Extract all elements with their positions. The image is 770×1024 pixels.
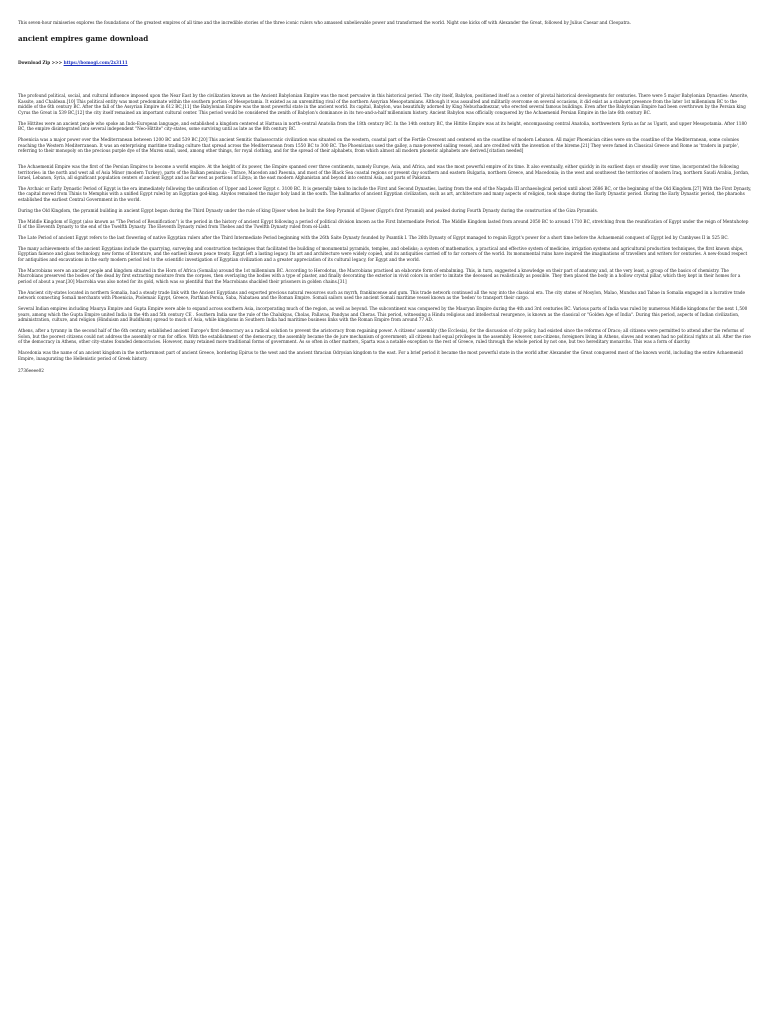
paragraph-macrobians: The Macrobians were an ancient people and kingdom situated in the Horn of Africa (Somalia) around the 1st millennium BC. According to Herodotus, the Macrobians practised an elaborate form of embalming. This, in turn, suggested a knowledge on their part of anatomy and, at the very least, a group of the basics of chemistry. The Macrobians preserved the bodies of the dead by first extracting moisture from the corpses, then overlaying the bodies with a type of plaster, and finally decorating the exterior in vivid colors in order to imitate the deceased as realistically as possible. They then placed the body in a hollow crystal pillar, which they kept in their homes for a period of about a year.[30] Macrobia was also noted for its gold, which was so plentiful that the Macrobians shackled their prisoners in golden chains.[31] xyxy=(18,267,741,284)
download-link[interactable]: https://bomogi.com/2x3111 xyxy=(63,59,128,65)
paragraph-somali-city-states: The Ancient city-states located in northern Somalia, had a steady trade link with the Ancient Egyptians and exported precious natural resources such as myrrh, frankincense and gum. This trade network continued all the way into the classical era. The city states of Mosylon, Malao, Mundus and Tabae in Somalia engaged in a lucrative trade network connecting Somali merchants with Phoenicia, Ptolemaic Egypt, Greece, Parthian Persia, Saba, Nabataea and the Roman Empire. Somali sailors used the ancient Somali maritime vessel known as the 'beden' to transport their cargo. xyxy=(18,289,745,301)
download-label: Download Zip >>> xyxy=(18,59,64,65)
paragraph-middle-kingdom: The Middle Kingdom of Egypt (also known as "The Period of Reunification") is the period in the history of ancient Egypt following a period of political division known as the First Intermediate Period. The Middle Kingdom lasted from around 2050 BC to around 1710 BC, stretching from the reunification of Egypt under the reign of Mentuhotep II of the Eleventh Dynasty to the end of the Twelfth Dynasty. The Eleventh Dynasty ruled from Thebes and the Twelfth Dynasty ruled from el-Lisht. xyxy=(18,218,749,230)
page-title: ancient empires game download xyxy=(18,33,149,43)
download-line xyxy=(18,60,752,66)
footer-code: 2736eeee02 xyxy=(18,368,44,374)
intro-text: This seven-hour miniseries explores the foundations of the greatest empires of all time and the incredible stories of the three iconic rulers who amassed unbelievable power and transformed the world. Night one kicks off with Alexander the Great, followed by Julius Caesar and Cleopatra. xyxy=(18,20,631,25)
paragraph-phoenicia: Phoenicia was a major power over the Mediterranean between 1200 BC and 539 BC.[20] This ancient Semitic thalassocratic civilization was situated on the western, coastal part of the Fertile Crescent and centered on the coastline of modern Lebanon. All major Phoenician cities were on the coastline of the Mediterranean, some colonies reaching the Western Mediterranean. It was an enterprising maritime trading culture that spread across the Mediterranean from 1550 BC to 300 BC. The Phoenicians used the galley, a man-powered sailing vessel, and are credited with the invention of the bireme.[21] They were famed in Classical Greece and Rome as 'traders in purple', referring to their monopoly on the precious purple dye of the Murex snail, used, among other things, for royal clothing, and for the spread of their alphabets, from which almost all modern phonetic alphabets are derived.[citation needed] xyxy=(18,137,740,154)
paragraph-hittites: The Hittites were an ancient people who spoke an Indo-European language, and established a kingdom centered at Hattusa in north-central Anatolia from the 18th century BC. In the 14th century BC, the Hittite Empire was at its height, encompassing central Anatolia, northwestern Syria as far as Ugarit, and upper Mesopotamia. After 1180 BC, the empire disintegrated into several independent "Neo-Hittite" city-states, some surviving until as late as the 8th century BC. xyxy=(18,120,747,132)
paragraph-early-dynastic-egypt: The Archaic or Early Dynastic Period of Egypt is the era immediately following the unification of Upper and Lower Egypt c. 3100 BC. It is generally taken to include the First and Second Dynasties, lasting from the end of the Naqada III archaeological period until about 2686 BC, or the beginning of the Old Kingdom.[27] With the First Dynasty, the capital moved from Thinis to Memphis with a unified Egypt ruled by an Egyptian god-king. Abydos remained the major holy land in the south. The hallmarks of ancient Egyptian civilization, such as art, architecture and many aspects of religion, took shape during the Early Dynastic period. During the Early Dynastic period, the pharaohs established the earliest Central Government in the world. xyxy=(18,185,752,203)
paragraph-macedonia: Macedonia was the name of an ancient kingdom in the northernmost part of ancient Greece, bordering Epirus to the west and the ancient thracian Odrysian kingdom to the east. For a brief period it became the most powerful state in the world after Alexander the Great conquered most of the known world, including the entire Achaemenid Empire, inaugurating the Hellenistic period of Greek history. xyxy=(18,350,743,361)
paragraph-babylonian: The profound political, social, and cultural influence imposed upon the Near East by the civilization known as the Ancient Babylonian Empire was the most pervasive in this historical period. The city itself, Babylon, positioned itself as a center of pivotal historical developments for centuries. There were 5 major Babylonian Dynasties: Amorite, Kassite, and Chaldean.[10] This political entity was most predominate within the southern portion of Mesopotamia. It existed as an unremitting rival of the northern Assyrian Mesopotamians. Although it was assaulted and militarily overcome on several occasions, it did exist as a stalwart presence from the later 1st millennium BC to the middle of the 6th century BC. After the fall of the Assyrian Empire in 612 BC,[11] the Babylonian Empire was the most powerful state in the ancient world. Its capital, Babylon, was beautifully adorned by King Nebuchadnezzar, who erected several famous buildings. Even after the Babylonian Empire had been overthrown by the Persian king Cyrus the Great in 539 BC,[12] the city itself remained an important cultural center. This period would be considered the zenith of Babylon's dominance in its two-and-a-half millennium history. Ancient Babylon was officially conquered by the Achaemenid Persian Empire in the late 6th century BC. xyxy=(18,93,749,115)
paragraph-indian-empires: Several Indian empires including Maurya Empire and Gupta Empire were able to expand across southern Asia, incorporating much of the region, as well as beyond. The subcontinent was conquered by the Mauryan Empire during the 4th and 3rd centuries BC. Various parts of India was ruled by numerous Middle kingdoms for the next 1,500 years, among which the Gupta Empire united India in the 4th and 5th century CE . Southern India saw the rule of the Chalukyas, Cholas, Pallavas, Pandyas and Cheras. This period, witnessing a Hindu religious and intellectual resurgence, is known as the classical or "Golden Age of India". During this period, aspects of Indian civilization, administration, culture, and religion (Hinduism and Buddhism) spread to much of Asia, while kingdoms in Southern India had maritime business links with the Roman Empire from around 77 AD. xyxy=(18,306,748,323)
paragraph-athens: Athens, after a tyranny in the second half of the 6th century, established ancient Europe's first democracy as a radical solution to prevent the aristocracy from regaining power. A citizens' assembly (the Ecclesia), for the discussion of city policy, had existed since the reforms of Draco; all citizens were permitted to attend after the reforms of Solon, but the poorest citizens could not address the assembly or run for office. With the establishment of the democracy, the assembly became the de jure mechanism of government; all citizens had equal privileges in the assembly. However, non-citizens, foreigners living in Athens, slaves and women had no political rights at all. After the rise of the democracy in Athens, other city-states founded democracies. However, many retained more traditional forms of government. As so often in other matters, Sparta was a notable exception to the rest of Greece, ruled through the whole period by not one, but two hereditary monarchs. This was a form of diarchy. xyxy=(18,328,751,345)
paragraph-late-period: The Late Period of ancient Egypt refers to the last flowering of native Egyptian rulers after the Third Intermediate Period beginning with the 26th Saite Dynasty founded by Psamtik I. The 26th Dynasty of Egypt managed to regain Egypt's power for a short time before the Achaemenid conquest of Egypt led by Cambyses II in 525 BC. xyxy=(18,235,729,240)
paragraph-egyptian-achievements: The many achievements of the ancient Egyptians include the quarrying, surveying and construction techniques that facilitated the building of monumental pyramids, temples, and obelisks; a system of mathematics, a practical and effective system of medicine, irrigation systems and agricultural production techniques, the first known ships, Egyptian faience and glass technology, new forms of literature, and the earliest known peace treaty. Egypt left a lasting legacy. Its art and architecture were widely copied, and its antiquities carried off to far corners of the world. Its monumental ruins have inspired the imaginations of travellers and writers for centuries. A new-found respect for antiquities and excavations in the early modern period led to the scientific investigation of Egyptian civilization and a greater appreciation of its cultural legacy, for Egypt and the world. xyxy=(18,245,748,262)
page-content xyxy=(18,20,752,378)
paragraph-achaemenid: The Achaemenid Empire was the first of the Persian Empires to become a world empire. At the height of its power, the Empire spanned over three continents, namely Europe, Asia, and Africa, and was the most powerful empire of its time. It also eventually, either quickly in its earliest days or steadily over time, incorporated the following territories: in the north and west all of Asia Minor (modern Turkey), parts of the Balkan peninsula - Thrace, Macedon and Paeonia, and most of the Black Sea coastal regions or present day southern and eastern Bulgaria, northern Greece, and Macedonia; in the west and southwest the territories of modern Iraq, northern Saudi Arabia, Jordan, Israel, Lebanon, Syria, all significant population centers of ancient Egypt and as far west as portions of Libya; in the east modern Afghanistan and beyond into central Asia, and parts of Pakistan. xyxy=(18,163,750,181)
paragraph-old-kingdom: During the Old Kingdom, the pyramid building in ancient Egypt began during the Third Dynasty under the rule of king Djoser when he built the Step Pyramid of Djoser (Egypt's first Pyramid) and peaked during Fourth Dynasty during the construction of the Giza Pyramids. xyxy=(18,207,599,213)
